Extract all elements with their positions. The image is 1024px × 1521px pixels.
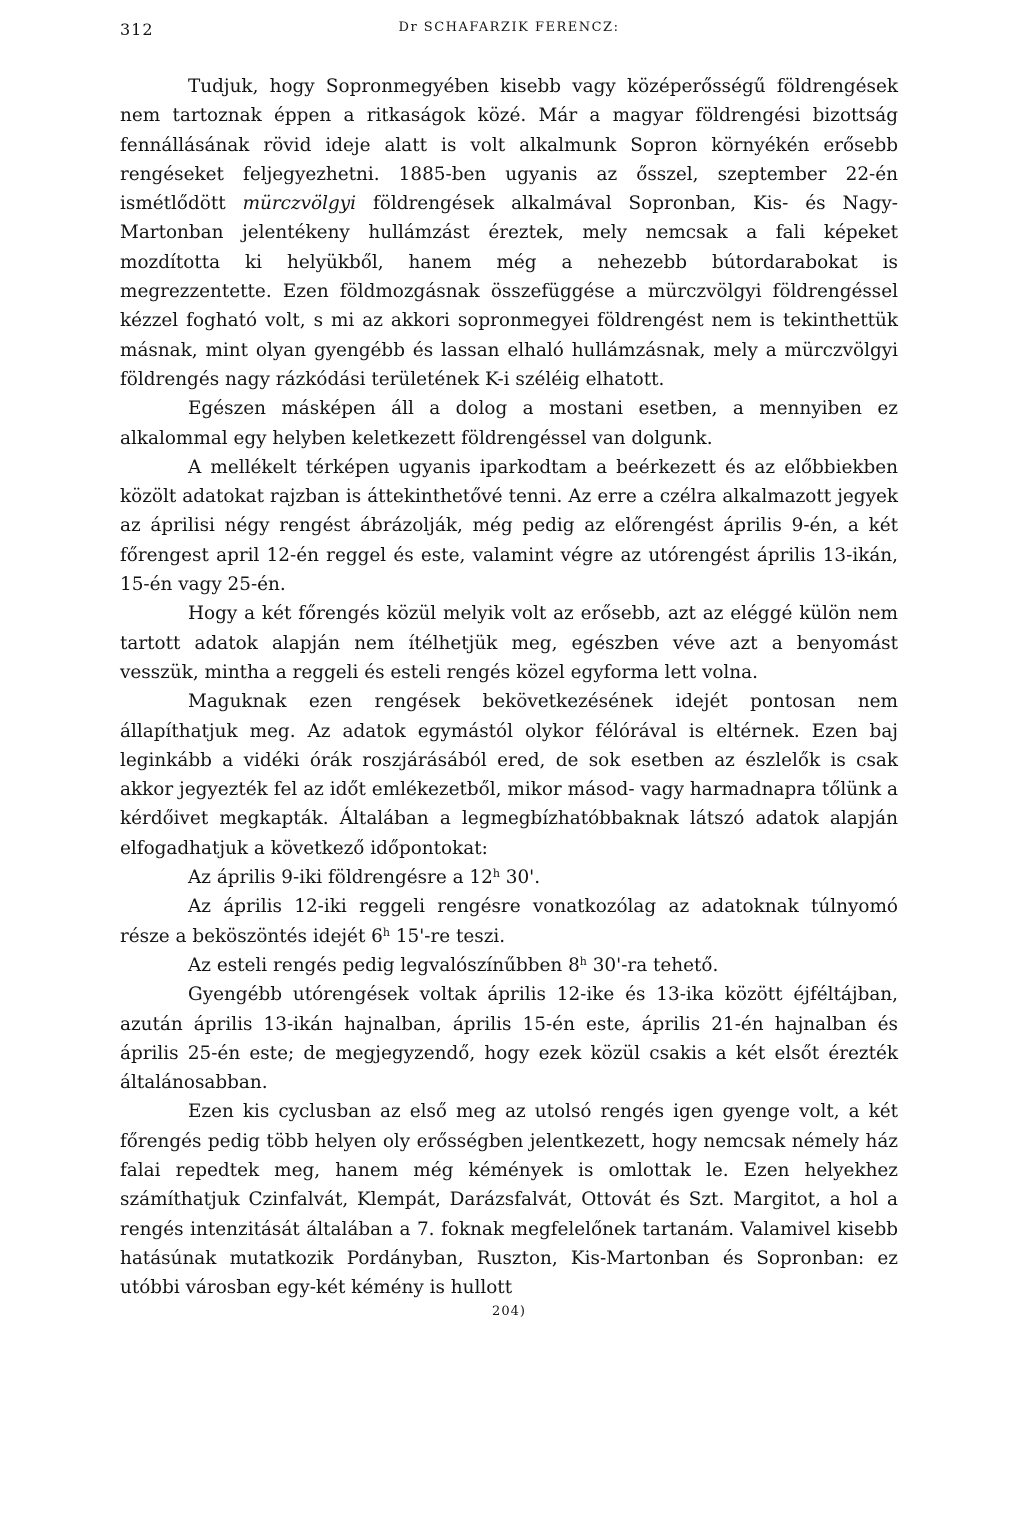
- paragraph-7: [120, 892, 898, 951]
- time-line-2-text: Az április 12-iki reggeli rengésre vonatkozólag az adatoknak túlnyomó része a beköszöntés idejét 6: [120, 896, 898, 947]
- paragraph-8: [120, 951, 898, 980]
- time-line-2-minutes: 15'-re teszi.: [395, 925, 506, 947]
- running-header: [120, 18, 898, 48]
- paragraph-5: Maguknak ezen rengések bekövetkezésének idejét pontosan nem állapíthatjuk meg. Az adatok egymástól olykor félórával is eltérnek. Ezen baj leginkább a vidéki órák roszjárásából ered, de sok esetben az észlelők is csak akkor jegyezték fel az időt emlékezetből, mikor másod- vagy harmadnapra tőlünk a kérdőivet megkapták. Általában a legmegbízhatóbbaknak látszó adatok alapján elfogadhatjuk a következő időpontokat:: [120, 691, 898, 859]
- body-text: [120, 72, 898, 1302]
- paragraph-10: Ezen kis cyclusban az első meg az utolsó rengés igen gyenge volt, a két főrengés pedig több helyen oly erősségben jelentkezett, hogy nemcsak némely ház falai repedtek meg, hanem még kémények is omlottak le. Ezen helyekhez számíthatjuk Czinfalvát, Klempát, Darázsfalvát, Ottovát és Szt. Margitot, a hol a rengés intenzitását általában a 7. foknak megfelelőnek tartanám. Valamivel kisebb hatásúnak mutatkozik Pordányban, Ruszton, Kis-Martonban és Sopronban: ez utóbbi városban egy-két kémény is hullott: [120, 1101, 898, 1299]
- running-title: Dr SCHAFARZIK FERENCZ:: [398, 20, 620, 35]
- time-line-3-minutes: 30'-ra tehető.: [592, 954, 719, 976]
- hour-superscript: h: [382, 925, 390, 939]
- hour-superscript: h: [579, 954, 587, 968]
- italic-term: mürczvölgyi: [242, 193, 357, 215]
- time-line-3-text: Az esteli rengés pedig legvalószínűbben 8: [188, 954, 580, 976]
- paragraph-6: [120, 863, 898, 892]
- page-signature: 204): [492, 1304, 526, 1320]
- document-page: [120, 18, 898, 1322]
- hour-superscript: h: [492, 867, 500, 881]
- time-line-1-text: Az április 9-iki földrengésre a 12: [188, 867, 493, 889]
- paragraph-9: Gyengébb utórengések voltak április 12-ike és 13-ika között éjféltájban, azután április 13-ikán hajnalban, április 15-én este, április 21-én hajnalban és április 25-én este; de megjegyzendő, hogy ezek közül csakis a két elsőt érezték általánosabban.: [120, 984, 898, 1094]
- paragraph-3: A mellékelt térképen ugyanis iparkodtam a beérkezett és az előbbiekben közölt adatokat rajzban is áttekinthetővé tenni. Az erre a czélra alkalmazott jegyek az áprilisi négy rengést ábrázolják, még pedig az előrengést április 9-én, a két főrengest april 12-én reggel és este, valamint végre az utórengést április 13-ikán, 15-én vagy 25-én.: [120, 456, 898, 596]
- time-line-1-minutes: 30'.: [505, 867, 541, 889]
- page-number: 312: [120, 20, 154, 39]
- paragraph-1-part-a: Tudjuk, hogy Sopronmegyében kisebb vagy középerősségű földrengések nem tartoznak éppen a ritkaságok közé. Már a magyar földrengési bizottság fennállásának rövid ideje alatt is volt alkalmunk Sopron környékén erősebb rengéseket feljegyezhetni. 1885-ben ugyanis az ősszel, szeptember 22-én ismétlődött: [120, 76, 898, 215]
- paragraph-1: [120, 72, 898, 394]
- paragraph-1-part-b: földrengések alkalmával Sopronban, Kis- és Nagy-Martonban jelentékeny hullámzást éreztek, mely nemcsak a fali képeket mozdította ki helyükből, hanem még a nehezebb bútordarabokat is megrezzentette. Ezen földmozgásnak összefüggése a mürczvölgyi földrengéssel kézzel fogható volt, s mi az akkori sopronmegyei földrengést nem is tekinthettük másnak, mint olyan gyengébb és lassan elhaló hullámzásnak, mely a mürczvölgyi földrengés nagy rázkódási területének K-i széléig elhatott.: [120, 193, 898, 390]
- paragraph-2: Egészen másképen áll a dolog a mostani esetben, a mennyiben ez alkalommal egy helyben keletkezett földrengéssel van dolgunk.: [120, 398, 898, 449]
- paragraph-4: Hogy a két főrengés közül melyik volt az erősebb, azt az eléggé külön nem tartott adatok alapján nem ítélhetjük meg, egészben véve azt a benyomást vesszük, mintha a reggeli és esteli rengés közel egyforma lett volna.: [120, 603, 898, 683]
